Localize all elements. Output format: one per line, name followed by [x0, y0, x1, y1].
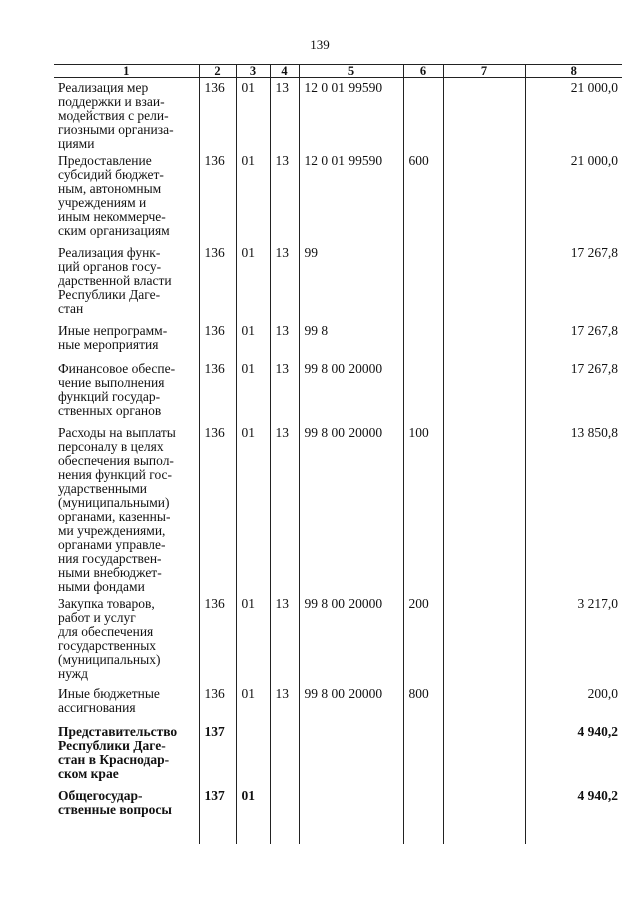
table-row: [54, 321, 622, 359]
section-code-cell: 136: [199, 594, 236, 684]
subsection2-code-cell: 13: [270, 78, 299, 152]
amount-cell: 13 850,8: [525, 423, 622, 594]
expense-type-cell: [403, 78, 443, 152]
amount-cell: 3 217,0: [525, 594, 622, 684]
column-header: 1: [54, 65, 199, 78]
table-row: [54, 722, 622, 786]
expense-type-cell: [403, 321, 443, 359]
row-name-cell: Финансовое обеспе- чение выполнения функций государ- ственных органов: [58, 361, 176, 418]
column7-cell: [443, 786, 525, 844]
section-code-cell: 137: [199, 722, 236, 786]
row-name-cell: Реализация функ- ций органов госу- дарственной власти Республики Даге- стан: [58, 245, 172, 316]
target-article-cell: 12 0 01 99590: [299, 78, 403, 152]
column-header: 5: [299, 65, 403, 78]
expense-type-cell: [403, 359, 443, 423]
subsection2-code-cell: 13: [270, 423, 299, 594]
subsection-code-cell: 01: [236, 151, 270, 243]
section-code-cell: 136: [199, 359, 236, 423]
section-code-cell: 137: [199, 786, 236, 844]
row-name-cell: Иные бюджетные ассигнования: [58, 686, 160, 715]
subsection-code-cell: 01: [236, 359, 270, 423]
column7-cell: [443, 423, 525, 594]
amount-cell: 17 267,8: [525, 321, 622, 359]
column-header: 7: [443, 65, 525, 78]
subsection-code-cell: 01: [236, 786, 270, 844]
amount-cell: 4 940,2: [525, 722, 622, 786]
column-number-row: [54, 65, 622, 78]
column7-cell: [443, 359, 525, 423]
target-article-cell: [299, 786, 403, 844]
subsection2-code-cell: 13: [270, 243, 299, 321]
target-article-cell: 12 0 01 99590: [299, 151, 403, 243]
table-row: [54, 423, 622, 594]
column-header: 8: [525, 65, 622, 78]
amount-cell: 21 000,0: [525, 151, 622, 243]
table-row: [54, 78, 622, 152]
column7-cell: [443, 594, 525, 684]
row-name-cell: Закупка товаров, работ и услуг для обеспечения государственных (муниципальных) нужд: [58, 596, 161, 681]
subsection-code-cell: 01: [236, 321, 270, 359]
section-code-cell: 136: [199, 243, 236, 321]
expense-type-cell: [403, 722, 443, 786]
column7-cell: [443, 684, 525, 722]
column-header: 2: [199, 65, 236, 78]
expense-type-cell: 600: [403, 151, 443, 243]
amount-cell: 17 267,8: [525, 243, 622, 321]
amount-cell: 21 000,0: [525, 78, 622, 152]
subsection2-code-cell: [270, 786, 299, 844]
column7-cell: [443, 243, 525, 321]
subsection2-code-cell: 13: [270, 151, 299, 243]
section-code-cell: 136: [199, 321, 236, 359]
table-row: [54, 786, 622, 844]
target-article-cell: 99 8 00 20000: [299, 359, 403, 423]
column7-cell: [443, 78, 525, 152]
column-header: 6: [403, 65, 443, 78]
target-article-cell: [299, 722, 403, 786]
table-row: [54, 243, 622, 321]
expense-type-cell: 200: [403, 594, 443, 684]
amount-cell: 4 940,2: [525, 786, 622, 844]
page-number: 139: [310, 37, 330, 52]
row-name-cell: Общегосудар- ственные вопросы: [58, 788, 172, 817]
target-article-cell: 99: [299, 243, 403, 321]
section-code-cell: 136: [199, 423, 236, 594]
column7-cell: [443, 722, 525, 786]
section-code-cell: 136: [199, 78, 236, 152]
table-row: [54, 151, 622, 243]
row-name-cell: Иные непрограмм- ные мероприятия: [58, 323, 168, 352]
section-code-cell: 136: [199, 684, 236, 722]
column7-cell: [443, 321, 525, 359]
subsection-code-cell: 01: [236, 423, 270, 594]
subsection-code-cell: [236, 722, 270, 786]
section-code-cell: 136: [199, 151, 236, 243]
subsection2-code-cell: [270, 722, 299, 786]
budget-table: [54, 64, 622, 844]
row-name-cell: Представительство Республики Даге- стан в Краснодар- ском крае: [58, 724, 178, 781]
subsection2-code-cell: 13: [270, 359, 299, 423]
expense-type-cell: [403, 243, 443, 321]
target-article-cell: 99 8 00 20000: [299, 684, 403, 722]
row-name-cell: Предоставление субсидий бюджет- ным, автономным учреждениям и иным некоммерче- ским организациям: [58, 153, 170, 238]
expense-type-cell: 800: [403, 684, 443, 722]
column7-cell: [443, 151, 525, 243]
amount-cell: 17 267,8: [525, 359, 622, 423]
subsection2-code-cell: 13: [270, 594, 299, 684]
subsection-code-cell: 01: [236, 594, 270, 684]
expense-type-cell: [403, 786, 443, 844]
expense-type-cell: 100: [403, 423, 443, 594]
column-header: 3: [236, 65, 270, 78]
table-row: [54, 594, 622, 684]
target-article-cell: 99 8 00 20000: [299, 423, 403, 594]
subsection-code-cell: 01: [236, 243, 270, 321]
subsection-code-cell: 01: [236, 78, 270, 152]
subsection-code-cell: 01: [236, 684, 270, 722]
target-article-cell: 99 8: [299, 321, 403, 359]
amount-cell: 200,0: [525, 684, 622, 722]
subsection2-code-cell: 13: [270, 684, 299, 722]
target-article-cell: 99 8 00 20000: [299, 594, 403, 684]
table-row: [54, 359, 622, 423]
column-header: 4: [270, 65, 299, 78]
row-name-cell: Расходы на выплаты персоналу в целях обеспечения выпол- нения функций гос- ударственными (муниципальными) органами, казенны- ми учреждениями, органами управле- ния государствен- ными внебюджет- ными фондами: [58, 425, 176, 594]
table-row: [54, 684, 622, 722]
subsection2-code-cell: 13: [270, 321, 299, 359]
row-name-cell: Реализация мер поддержки и взаи- модействия с рели- гиозными организа- циями: [58, 80, 174, 151]
